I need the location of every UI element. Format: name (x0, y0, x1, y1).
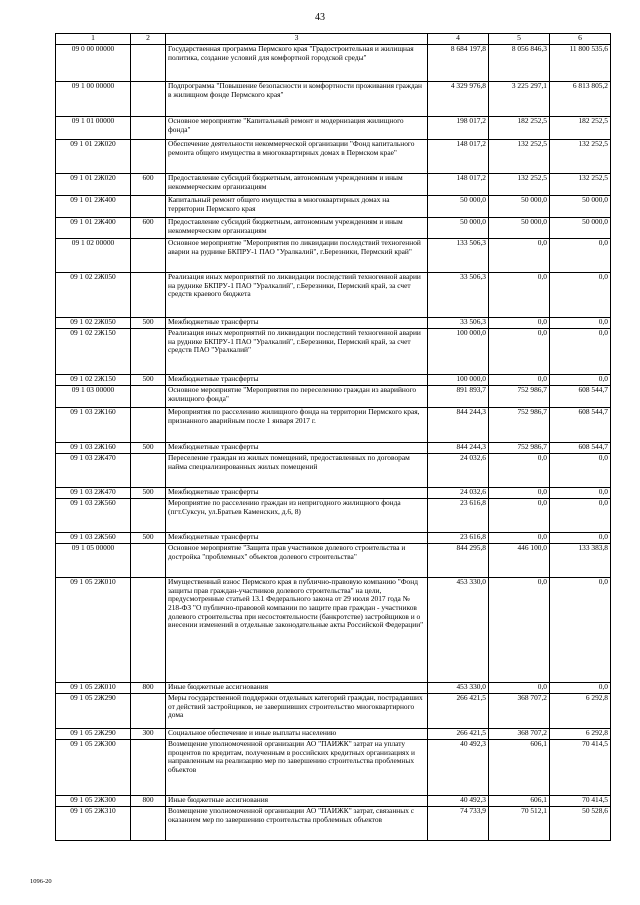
amount-col5-cell: 132 252,5 (489, 174, 550, 196)
target-code-cell: 09 1 02 2Ж150 (56, 375, 131, 386)
amount-col5-cell: 0,0 (489, 329, 550, 375)
target-code-cell: 09 1 02 2Ж050 (56, 318, 131, 329)
amount-col6-cell: 0,0 (550, 578, 611, 683)
target-code-cell: 09 1 01 2Ж400 (56, 218, 131, 239)
amount-col4-cell: 198 017,2 (428, 117, 489, 140)
table-row (56, 239, 611, 273)
expense-type-cell (131, 140, 166, 174)
target-code-cell: 09 1 03 2Ж560 (56, 533, 131, 544)
target-code-cell: 09 1 03 2Ж160 (56, 443, 131, 454)
table-row (56, 318, 611, 329)
target-code-cell: 09 1 02 00000 (56, 239, 131, 273)
amount-col4-cell: 24 032,6 (428, 454, 489, 488)
item-name-cell: Основное мероприятие "Капитальный ремонт и модернизация жилищного фонда" (166, 117, 428, 140)
column-header-6: 6 (550, 34, 611, 45)
item-name-cell: Имущественный взнос Пермского края в публично-правовую компанию "Фонд защиты прав граждан-участников долевого строительства" на цели, предусмотренные статьей 13.1 Федерального закона от 29 июля 2017 года № 218-ФЗ "О публично-правовой компании по защите прав граждан - участников долевого строительства при несостоятельности (банкротстве) застройщиков и о внесении изменений в отдельные законодательные акты Российской Федерации" (166, 578, 428, 683)
column-header-2: 2 (131, 34, 166, 45)
table-row (56, 729, 611, 740)
amount-col5-cell: 752 986,7 (489, 386, 550, 408)
item-name-cell: Возмещение уполномоченной организации АО "ПАИЖК" затрат на уплату процентов по кредитам, полученным в российских кредитных организациях и направленным на реализацию мер по завершению строительства проблемных объектов (166, 740, 428, 796)
expense-type-cell: 800 (131, 683, 166, 694)
target-code-cell: 09 1 05 2Ж290 (56, 729, 131, 740)
amount-col4-cell: 50 000,0 (428, 196, 489, 218)
amount-col6-cell: 50 000,0 (550, 218, 611, 239)
table-body (56, 45, 611, 841)
amount-col6-cell: 608 544,7 (550, 408, 611, 443)
target-code-cell: 09 1 03 2Ж470 (56, 454, 131, 488)
amount-col6-cell: 0,0 (550, 499, 611, 533)
expense-type-cell (131, 408, 166, 443)
amount-col5-cell: 0,0 (489, 454, 550, 488)
amount-col6-cell: 70 414,5 (550, 796, 611, 807)
table-row (56, 140, 611, 174)
table-row (56, 807, 611, 841)
table-row (56, 683, 611, 694)
amount-col5-cell: 446 100,0 (489, 544, 550, 578)
amount-col6-cell: 0,0 (550, 375, 611, 386)
amount-col6-cell: 0,0 (550, 683, 611, 694)
amount-col6-cell: 0,0 (550, 273, 611, 318)
amount-col4-cell: 453 330,0 (428, 683, 489, 694)
expense-type-cell (131, 544, 166, 578)
expense-type-cell: 500 (131, 375, 166, 386)
table-row (56, 488, 611, 499)
expense-type-cell: 600 (131, 218, 166, 239)
target-code-cell: 09 1 02 2Ж150 (56, 329, 131, 375)
amount-col5-cell: 3 225 297,1 (489, 82, 550, 117)
expense-type-cell (131, 807, 166, 841)
footer-code: 1096-20 (30, 878, 52, 885)
amount-col4-cell: 100 000,0 (428, 375, 489, 386)
target-code-cell: 09 1 02 2Ж050 (56, 273, 131, 318)
amount-col5-cell: 0,0 (489, 375, 550, 386)
expense-type-cell (131, 454, 166, 488)
item-name-cell: Иные бюджетные ассигнования (166, 683, 428, 694)
item-name-cell: Основное мероприятие "Защита прав участников долевого строительства и достройка "проблемных" объектов долевого строительства" (166, 544, 428, 578)
target-code-cell: 09 0 00 00000 (56, 45, 131, 82)
expense-type-cell: 300 (131, 729, 166, 740)
item-name-cell: Переселение граждан из жилых помещений, предоставленных по договорам найма специализированных жилых помещений (166, 454, 428, 488)
amount-col5-cell: 368 707,2 (489, 729, 550, 740)
target-code-cell: 09 1 03 2Ж470 (56, 488, 131, 499)
amount-col4-cell: 453 330,0 (428, 578, 489, 683)
item-name-cell: Подпрограмма "Повышение безопасности и комфортности проживания граждан в жилищном фонде Пермского края" (166, 82, 428, 117)
table-row (56, 273, 611, 318)
column-header-1: 1 (56, 34, 131, 45)
amount-col6-cell: 6 292,8 (550, 729, 611, 740)
item-name-cell: Основное мероприятие "Мероприятия по ликвидации последствий техногенной аварии на руднике БКПРУ-1 ПАО "Уралкалий", г.Березники, Пермский край" (166, 239, 428, 273)
amount-col5-cell: 0,0 (489, 273, 550, 318)
amount-col6-cell: 0,0 (550, 239, 611, 273)
amount-col5-cell: 0,0 (489, 499, 550, 533)
amount-col4-cell: 266 421,5 (428, 694, 489, 729)
amount-col6-cell: 0,0 (550, 318, 611, 329)
amount-col6-cell: 608 544,7 (550, 386, 611, 408)
amount-col5-cell: 0,0 (489, 533, 550, 544)
item-name-cell: Иные бюджетные ассигнования (166, 796, 428, 807)
amount-col4-cell: 23 616,8 (428, 499, 489, 533)
expense-type-cell (131, 499, 166, 533)
amount-col4-cell: 148 017,2 (428, 174, 489, 196)
amount-col6-cell: 608 544,7 (550, 443, 611, 454)
target-code-cell: 09 1 05 2Ж310 (56, 807, 131, 841)
amount-col6-cell: 0,0 (550, 533, 611, 544)
table-row (56, 45, 611, 82)
amount-col5-cell: 0,0 (489, 683, 550, 694)
amount-col4-cell: 100 000,0 (428, 329, 489, 375)
amount-col6-cell: 6 813 805,2 (550, 82, 611, 117)
amount-col4-cell: 33 506,3 (428, 318, 489, 329)
amount-col6-cell: 6 292,8 (550, 694, 611, 729)
amount-col4-cell: 844 295,8 (428, 544, 489, 578)
expense-type-cell: 600 (131, 174, 166, 196)
target-code-cell: 09 1 01 2Ж020 (56, 140, 131, 174)
table-row (56, 443, 611, 454)
item-name-cell: Мероприятие по расселению граждан из непригодного жилищного фонда (пгт.Суксун, ул.Братьев Каменских, д.6, 8) (166, 499, 428, 533)
item-name-cell: Государственная программа Пермского края "Градостроительная и жилищная политика, создание условий для комфортной городской среды" (166, 45, 428, 82)
amount-col5-cell: 50 000,0 (489, 218, 550, 239)
expense-type-cell: 500 (131, 488, 166, 499)
table-row (56, 408, 611, 443)
amount-col5-cell: 368 707,2 (489, 694, 550, 729)
amount-col5-cell: 606,1 (489, 740, 550, 796)
amount-col4-cell: 4 329 976,8 (428, 82, 489, 117)
table-row (56, 544, 611, 578)
amount-col4-cell: 24 032,6 (428, 488, 489, 499)
expense-type-cell (131, 45, 166, 82)
table-row (56, 82, 611, 117)
item-name-cell: Меры государственной поддержки отдельных категорий граждан, пострадавших от действий застройщиков, не завершивших строительство многоквартирного дома (166, 694, 428, 729)
table-row (56, 533, 611, 544)
expense-type-cell (131, 82, 166, 117)
expense-type-cell: 500 (131, 533, 166, 544)
expense-type-cell (131, 578, 166, 683)
item-name-cell: Предоставление субсидий бюджетным, автономным учреждениям и иным некоммерческим организациям (166, 174, 428, 196)
item-name-cell: Предоставление субсидий бюджетным, автономным учреждениям и иным некоммерческим организациям (166, 218, 428, 239)
amount-col5-cell: 0,0 (489, 239, 550, 273)
target-code-cell: 09 1 03 00000 (56, 386, 131, 408)
table-row (56, 796, 611, 807)
column-header-3: 3 (166, 34, 428, 45)
amount-col6-cell: 0,0 (550, 454, 611, 488)
target-code-cell: 09 1 00 00000 (56, 82, 131, 117)
item-name-cell: Возмещение уполномоченной организации АО "ПАИЖК" затрат, связанных с оказанием мер по завершению строительства проблемных объектов (166, 807, 428, 841)
expense-type-cell (131, 386, 166, 408)
amount-col5-cell: 132 252,5 (489, 140, 550, 174)
amount-col5-cell: 8 056 846,3 (489, 45, 550, 82)
target-code-cell: 09 1 05 2Ж010 (56, 683, 131, 694)
amount-col4-cell: 23 616,8 (428, 533, 489, 544)
target-code-cell: 09 1 03 2Ж560 (56, 499, 131, 533)
item-name-cell: Обеспечение деятельности некоммерческой организации "Фонд капитального ремонта общего имущества в многоквартирных домах в Пермском крае" (166, 140, 428, 174)
amount-col6-cell: 0,0 (550, 488, 611, 499)
amount-col4-cell: 844 244,3 (428, 408, 489, 443)
amount-col5-cell: 752 986,7 (489, 443, 550, 454)
amount-col4-cell: 8 684 197,8 (428, 45, 489, 82)
amount-col5-cell: 606,1 (489, 796, 550, 807)
amount-col6-cell: 50 528,6 (550, 807, 611, 841)
item-name-cell: Межбюджетные трансферты (166, 533, 428, 544)
amount-col6-cell: 0,0 (550, 329, 611, 375)
target-code-cell: 09 1 01 2Ж020 (56, 174, 131, 196)
item-name-cell: Реализация иных мероприятий по ликвидации последствий техногенной аварии на руднике БКПРУ-1 ПАО "Уралкалий", г.Березники, Пермский край, за счет средств краевого бюджета (166, 273, 428, 318)
item-name-cell: Реализация иных мероприятий по ликвидации последствий техногенной аварии на руднике БКПРУ-1 ПАО "Уралкалий", г.Березники, Пермский край, за счет средств ПАО "Уралкалий" (166, 329, 428, 375)
column-header-5: 5 (489, 34, 550, 45)
budget-table (55, 33, 611, 841)
item-name-cell: Социальное обеспечение и иные выплаты населению (166, 729, 428, 740)
expense-type-cell (131, 196, 166, 218)
table-row (56, 329, 611, 375)
expense-type-cell (131, 740, 166, 796)
amount-col5-cell: 752 986,7 (489, 408, 550, 443)
table-row (56, 375, 611, 386)
item-name-cell: Межбюджетные трансферты (166, 443, 428, 454)
amount-col4-cell: 33 506,3 (428, 273, 489, 318)
target-code-cell: 09 1 05 2Ж010 (56, 578, 131, 683)
table-row (56, 578, 611, 683)
amount-col6-cell: 11 800 535,6 (550, 45, 611, 82)
table-row (56, 117, 611, 140)
amount-col4-cell: 74 733,9 (428, 807, 489, 841)
amount-col6-cell: 132 252,5 (550, 140, 611, 174)
amount-col4-cell: 50 000,0 (428, 218, 489, 239)
amount-col5-cell: 50 000,0 (489, 196, 550, 218)
amount-col5-cell: 0,0 (489, 318, 550, 329)
table-row (56, 499, 611, 533)
table-row (56, 386, 611, 408)
amount-col5-cell: 0,0 (489, 488, 550, 499)
target-code-cell: 09 1 05 2Ж300 (56, 740, 131, 796)
target-code-cell: 09 1 03 2Ж160 (56, 408, 131, 443)
table-row (56, 218, 611, 239)
item-name-cell: Капитальный ремонт общего имущества в многоквартирных домах на территории Пермского края (166, 196, 428, 218)
amount-col4-cell: 133 506,3 (428, 239, 489, 273)
amount-col6-cell: 132 252,5 (550, 174, 611, 196)
table-row (56, 196, 611, 218)
page-number: 43 (315, 12, 325, 23)
expense-type-cell (131, 329, 166, 375)
expense-type-cell: 500 (131, 318, 166, 329)
expense-type-cell: 800 (131, 796, 166, 807)
amount-col6-cell: 182 252,5 (550, 117, 611, 140)
table-row (56, 740, 611, 796)
target-code-cell: 09 1 05 2Ж290 (56, 694, 131, 729)
expense-type-cell (131, 239, 166, 273)
amount-col4-cell: 844 244,3 (428, 443, 489, 454)
amount-col6-cell: 70 414,5 (550, 740, 611, 796)
amount-col6-cell: 133 383,8 (550, 544, 611, 578)
amount-col4-cell: 40 492,3 (428, 796, 489, 807)
item-name-cell: Межбюджетные трансферты (166, 375, 428, 386)
expense-type-cell (131, 694, 166, 729)
amount-col4-cell: 266 421,5 (428, 729, 489, 740)
amount-col6-cell: 50 000,0 (550, 196, 611, 218)
expense-type-cell (131, 273, 166, 318)
table-row (56, 454, 611, 488)
table-row (56, 694, 611, 729)
target-code-cell: 09 1 05 00000 (56, 544, 131, 578)
expense-type-cell (131, 117, 166, 140)
column-number-header-row (56, 34, 611, 45)
amount-col4-cell: 148 017,2 (428, 140, 489, 174)
item-name-cell: Основное мероприятие "Мероприятия по переселению граждан из аварийного жилищного фонда" (166, 386, 428, 408)
amount-col4-cell: 891 893,7 (428, 386, 489, 408)
expense-type-cell: 500 (131, 443, 166, 454)
item-name-cell: Межбюджетные трансферты (166, 318, 428, 329)
target-code-cell: 09 1 01 2Ж400 (56, 196, 131, 218)
item-name-cell: Мероприятия по расселению жилищного фонда на территории Пермского края, признанного аварийным после 1 января 2017 г. (166, 408, 428, 443)
target-code-cell: 09 1 01 00000 (56, 117, 131, 140)
amount-col5-cell: 182 252,5 (489, 117, 550, 140)
amount-col5-cell: 70 512,1 (489, 807, 550, 841)
amount-col5-cell: 0,0 (489, 578, 550, 683)
item-name-cell: Межбюджетные трансферты (166, 488, 428, 499)
amount-col4-cell: 40 492,3 (428, 740, 489, 796)
table-row (56, 174, 611, 196)
target-code-cell: 09 1 05 2Ж300 (56, 796, 131, 807)
column-header-4: 4 (428, 34, 489, 45)
